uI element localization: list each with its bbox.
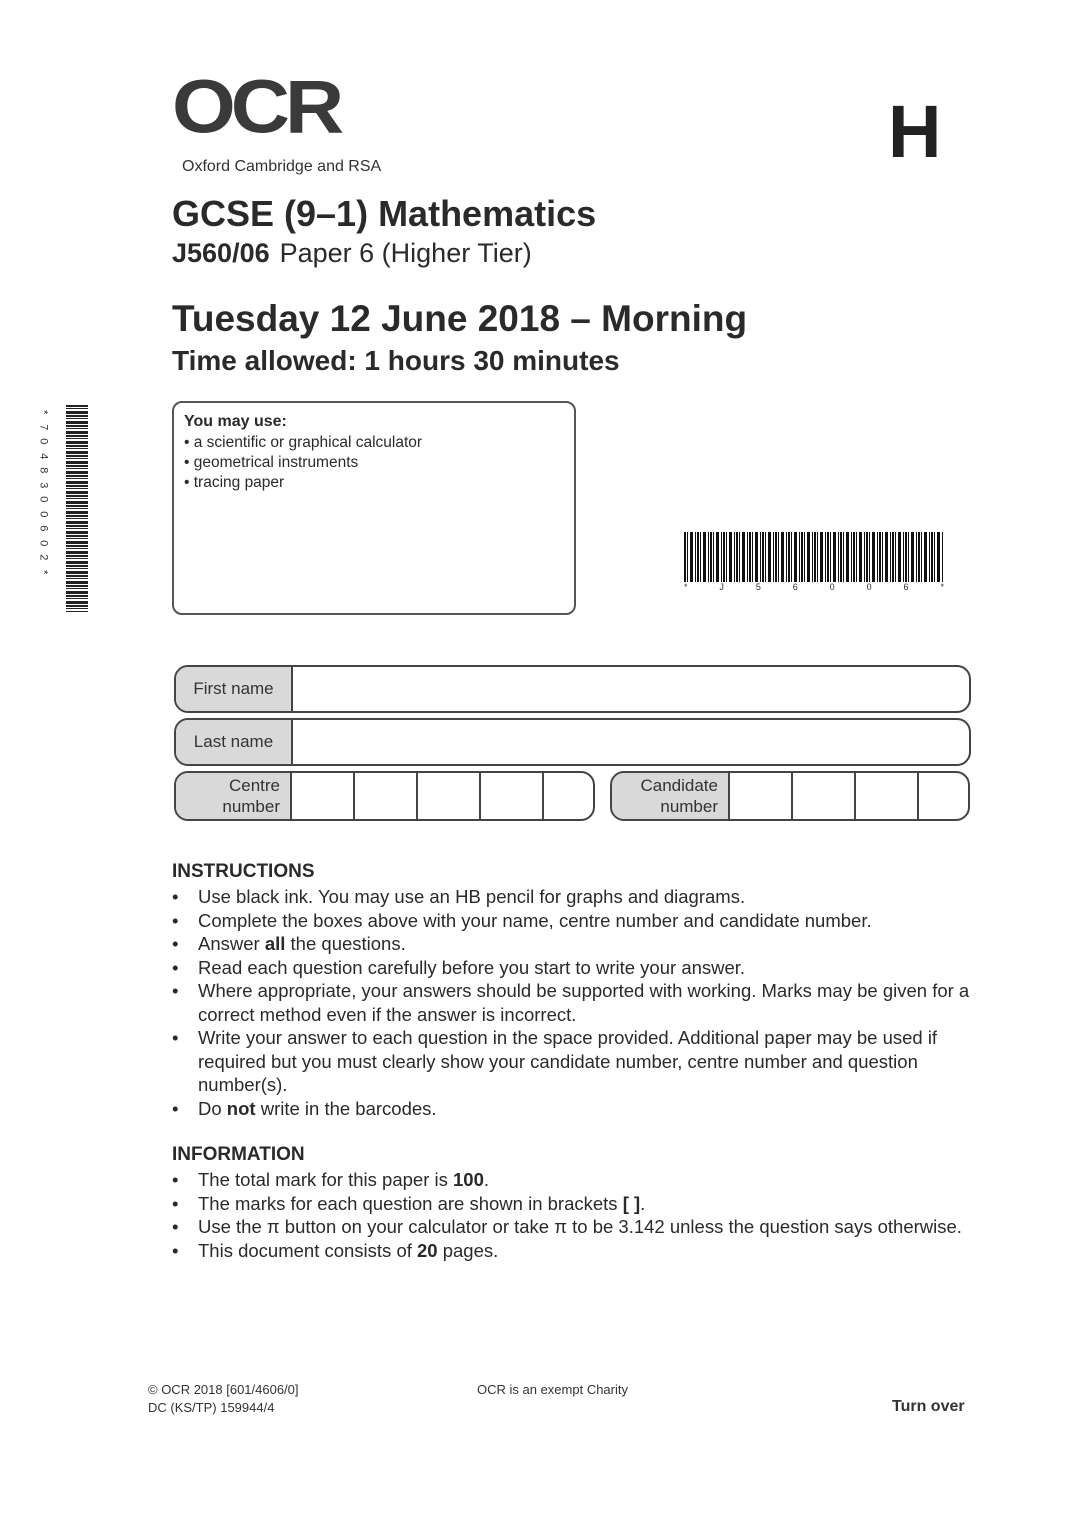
list-item: • This document consists of 20 pages.: [172, 1239, 972, 1263]
equipment-list: [184, 433, 564, 493]
list-item: • Read each question carefully before you start to write your answer.: [172, 956, 972, 980]
instructions-list: [172, 885, 972, 1120]
instructions-section: [172, 861, 972, 1120]
candidate-number-digit[interactable]: [793, 773, 856, 819]
ocr-logo: OCR: [172, 65, 340, 150]
equipment-item: • tracing paper: [184, 473, 564, 493]
barcode-digit: *: [940, 582, 944, 592]
candidate-number-label: [612, 773, 730, 819]
copyright: © OCR 2018 [601/4606/0]: [148, 1382, 299, 1397]
information-list: [172, 1168, 972, 1262]
paper-title: Paper 6 (Higher Tier): [279, 238, 532, 268]
time-allowed: Time allowed: 1 hours 30 minutes: [172, 345, 620, 376]
last-name-field[interactable]: [293, 720, 969, 764]
first-name-field[interactable]: [293, 667, 969, 711]
list-item: • Write your answer to each question in the space provided. Additional paper may be used if required but you must clearly show your candidate number, centre number and question number(s).: [172, 1026, 972, 1097]
footer-left: [148, 1381, 299, 1417]
first-name-row: [174, 665, 971, 713]
candidate-number-row: [610, 771, 970, 821]
list-item: • The total mark for this paper is 100.: [172, 1168, 972, 1192]
centre-number-label: [176, 773, 292, 819]
centre-number-digit[interactable]: [481, 773, 544, 819]
information-heading: INFORMATION: [172, 1144, 305, 1165]
doc-code: DC (KS/TP) 159944/4: [148, 1400, 275, 1415]
main-barcode-digits: [684, 582, 944, 592]
candidate-number-digit[interactable]: [856, 773, 919, 819]
centre-number-row: [174, 771, 595, 821]
list-item: • The marks for each question are shown in brackets [ ].: [172, 1192, 972, 1216]
paper-code-line: [172, 238, 532, 269]
side-barcode: [66, 405, 88, 612]
information-section: [172, 1144, 972, 1262]
subject-title: GCSE (9–1) Mathematics: [172, 193, 597, 234]
list-item: • Answer all the questions.: [172, 932, 972, 956]
tier-letter: H: [888, 90, 942, 173]
equipment-heading: You may use:: [184, 413, 287, 430]
equipment-item: • geometrical instruments: [184, 453, 564, 473]
list-item: • Use black ink. You may use an HB pencil for graphs and diagrams.: [172, 885, 972, 909]
candidate-number-digit[interactable]: [919, 773, 968, 819]
instructions-heading: INSTRUCTIONS: [172, 861, 315, 882]
list-item: • Where appropriate, your answers should be supported with working. Marks may be given for a correct method even if the answer is incorrect.: [172, 979, 972, 1026]
barcode-digit: 6: [903, 582, 909, 592]
list-item: • Use the π button on your calculator or take π to be 3.142 unless the question says otherwise.: [172, 1215, 972, 1239]
paper-code: J560/06: [172, 238, 270, 268]
barcode-digit: 0: [866, 582, 872, 592]
logo-subtitle: Oxford Cambridge and RSA: [182, 158, 382, 175]
barcode-digit: 0: [829, 582, 835, 592]
candidate-number-digit[interactable]: [730, 773, 793, 819]
candidate-label-line2: number: [660, 797, 718, 816]
list-item: • Do not write in the barcodes.: [172, 1097, 972, 1121]
barcode-digit: J: [719, 582, 724, 592]
centre-number-digit[interactable]: [544, 773, 593, 819]
barcode-digit: 6: [792, 582, 798, 592]
candidate-label-line1: Candidate: [640, 776, 718, 795]
exam-date: Tuesday 12 June 2018 – Morning: [172, 298, 748, 339]
centre-number-digit[interactable]: [292, 773, 355, 819]
first-name-label: First name: [176, 667, 293, 711]
centre-number-digit[interactable]: [418, 773, 481, 819]
centre-label-line1: Centre: [228, 776, 280, 795]
main-barcode: [684, 532, 944, 582]
last-name-label: Last name: [176, 720, 293, 764]
centre-label-line2: number: [222, 797, 280, 816]
equipment-box: [172, 401, 576, 615]
barcode-digit: *: [684, 582, 688, 592]
equipment-item: • a scientific or graphical calculator: [184, 433, 564, 453]
side-barcode-digits: * 7 0 4 8 3 0 0 6 0 2 *: [37, 410, 50, 574]
turn-over: Turn over: [892, 1398, 965, 1415]
charity-note: OCR is an exempt Charity: [477, 1382, 628, 1397]
barcode-digit: 5: [755, 582, 761, 592]
centre-number-digit[interactable]: [355, 773, 418, 819]
list-item: • Complete the boxes above with your name, centre number and candidate number.: [172, 909, 972, 933]
last-name-row: [174, 718, 971, 766]
